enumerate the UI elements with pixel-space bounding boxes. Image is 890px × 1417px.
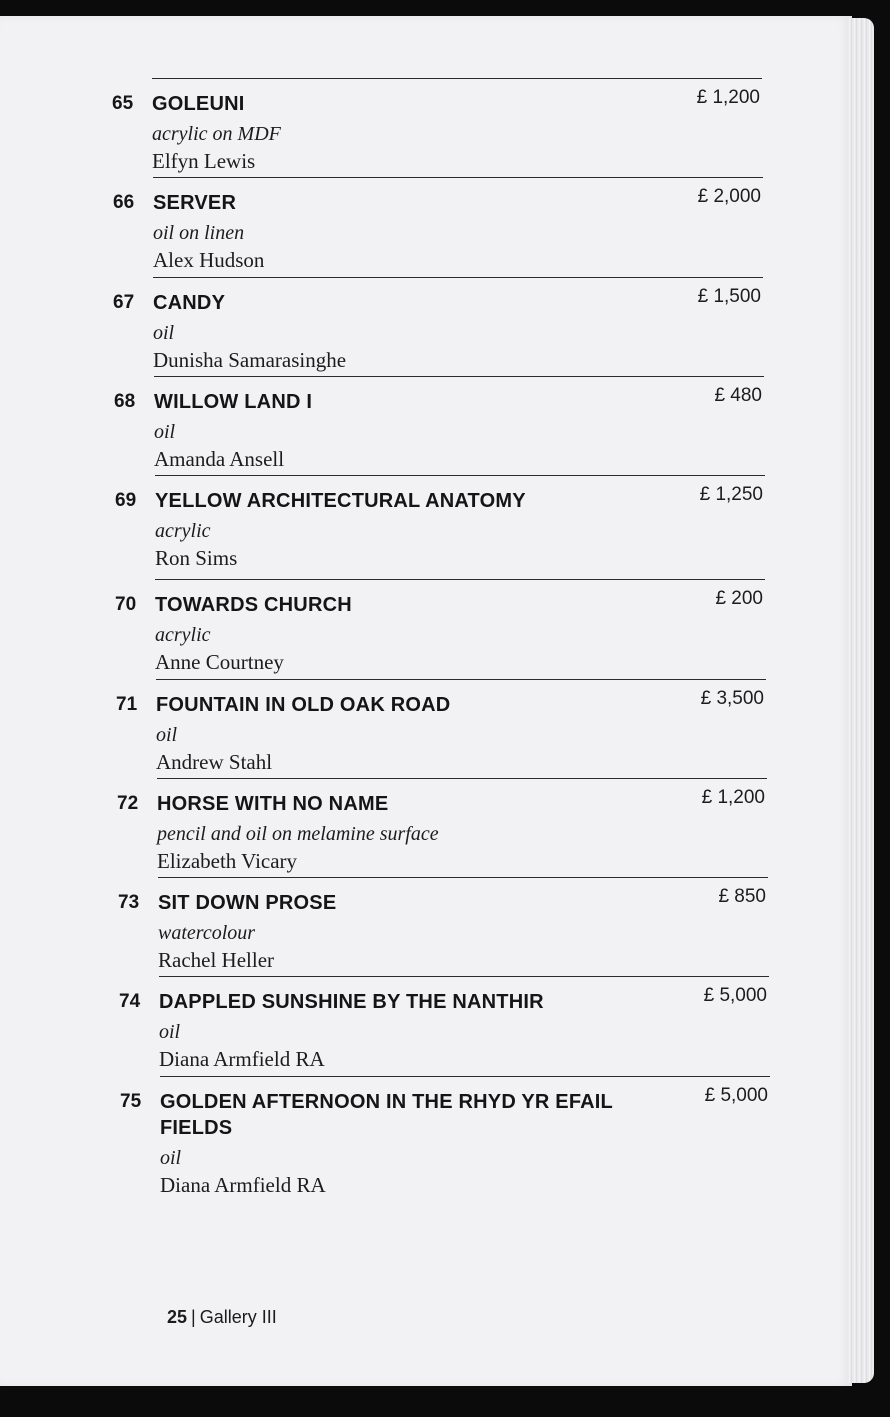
catalogue-entry — [112, 78, 762, 175]
entry-number: 74 — [119, 991, 141, 1012]
entry-number: 65 — [112, 93, 134, 114]
catalogue-page — [0, 16, 852, 1386]
entry-artist: Dunisha Samarasinghe — [153, 348, 347, 372]
entry-artist: Ron Sims — [155, 546, 238, 570]
entry-artist: Elfyn Lewis — [152, 149, 256, 173]
catalogue-entry — [114, 376, 764, 473]
entry-price: £ 5,000 — [704, 1085, 768, 1106]
entry-medium: acrylic — [155, 624, 211, 646]
catalogue-entry — [116, 679, 766, 776]
entry-price: £ 200 — [715, 588, 763, 609]
entry-artist: Anne Courtney — [155, 650, 284, 674]
catalogue-entry — [115, 475, 765, 572]
entry-price: £ 2,000 — [697, 186, 761, 207]
entry-number: 72 — [117, 793, 139, 814]
entry-number: 70 — [115, 594, 137, 615]
entry-number: 71 — [116, 694, 138, 715]
entry-medium: oil — [154, 421, 176, 443]
entry-price: £ 1,200 — [696, 87, 760, 108]
entry-artist: Andrew Stahl — [156, 750, 273, 774]
catalogue-entry — [113, 277, 763, 374]
entry-title: TOWARDS CHURCH — [155, 594, 352, 616]
entry-title: SIT DOWN PROSE — [158, 892, 337, 914]
entry-medium: acrylic — [155, 520, 211, 542]
page-number: 25 — [167, 1307, 188, 1327]
entry-medium: oil — [159, 1021, 181, 1043]
entry-title: YELLOW ARCHITECTURAL ANATOMY — [155, 490, 526, 512]
entry-medium: oil — [153, 322, 175, 344]
entry-artist: Alex Hudson — [153, 248, 265, 272]
entry-medium: oil — [156, 724, 178, 746]
entry-price: £ 1,500 — [697, 286, 761, 307]
entry-price: £ 1,200 — [701, 787, 765, 808]
entry-medium: acrylic on MDF — [152, 123, 281, 145]
entry-number: 66 — [113, 192, 135, 213]
entry-price: £ 3,500 — [700, 688, 764, 709]
entry-medium: oil on linen — [153, 222, 245, 244]
catalogue-entry — [120, 1076, 770, 1207]
entry-price: £ 5,000 — [703, 985, 767, 1006]
entry-title: GOLDEN AFTERNOON IN THE RHYD YR EFAIL FIELDS — [160, 1091, 613, 1139]
entry-price: £ 850 — [718, 886, 766, 907]
catalogue-entry — [117, 778, 767, 875]
entry-title: FOUNTAIN IN OLD OAK ROAD — [156, 694, 451, 716]
entry-artist: Diana Armfield RA — [159, 1047, 325, 1071]
entry-number: 67 — [113, 292, 135, 313]
entry-number: 75 — [120, 1091, 142, 1112]
page-footer — [167, 1307, 277, 1328]
entry-title: CANDY — [153, 292, 226, 314]
catalogue-entry — [113, 177, 763, 274]
entry-number: 69 — [115, 490, 137, 511]
entry-title: HORSE WITH NO NAME — [157, 793, 389, 815]
entry-artist: Rachel Heller — [158, 948, 275, 972]
page-edge — [848, 18, 874, 1383]
catalogue-entry — [119, 976, 769, 1073]
entry-price: £ 480 — [714, 385, 762, 406]
entry-number: 73 — [118, 892, 140, 913]
entry-artist: Amanda Ansell — [154, 447, 285, 471]
entry-title: SERVER — [153, 192, 237, 214]
entry-title: DAPPLED SUNSHINE BY THE NANTHIR — [159, 991, 544, 1013]
entry-artist: Diana Armfield RA — [160, 1173, 326, 1197]
entry-number: 68 — [114, 391, 136, 412]
catalogue-entry — [115, 579, 765, 676]
footer-separator: | — [191, 1307, 196, 1327]
entry-title: WILLOW LAND I — [154, 391, 313, 413]
entry-title: GOLEUNI — [152, 93, 245, 115]
entry-medium: pencil and oil on melamine surface — [157, 823, 439, 845]
section-name: Gallery III — [199, 1307, 277, 1327]
entry-price: £ 1,250 — [699, 484, 763, 505]
entry-artist: Elizabeth Vicary — [157, 849, 298, 873]
entry-medium: watercolour — [158, 922, 256, 944]
entry-medium: oil — [160, 1147, 182, 1169]
catalogue-entry — [118, 877, 768, 974]
